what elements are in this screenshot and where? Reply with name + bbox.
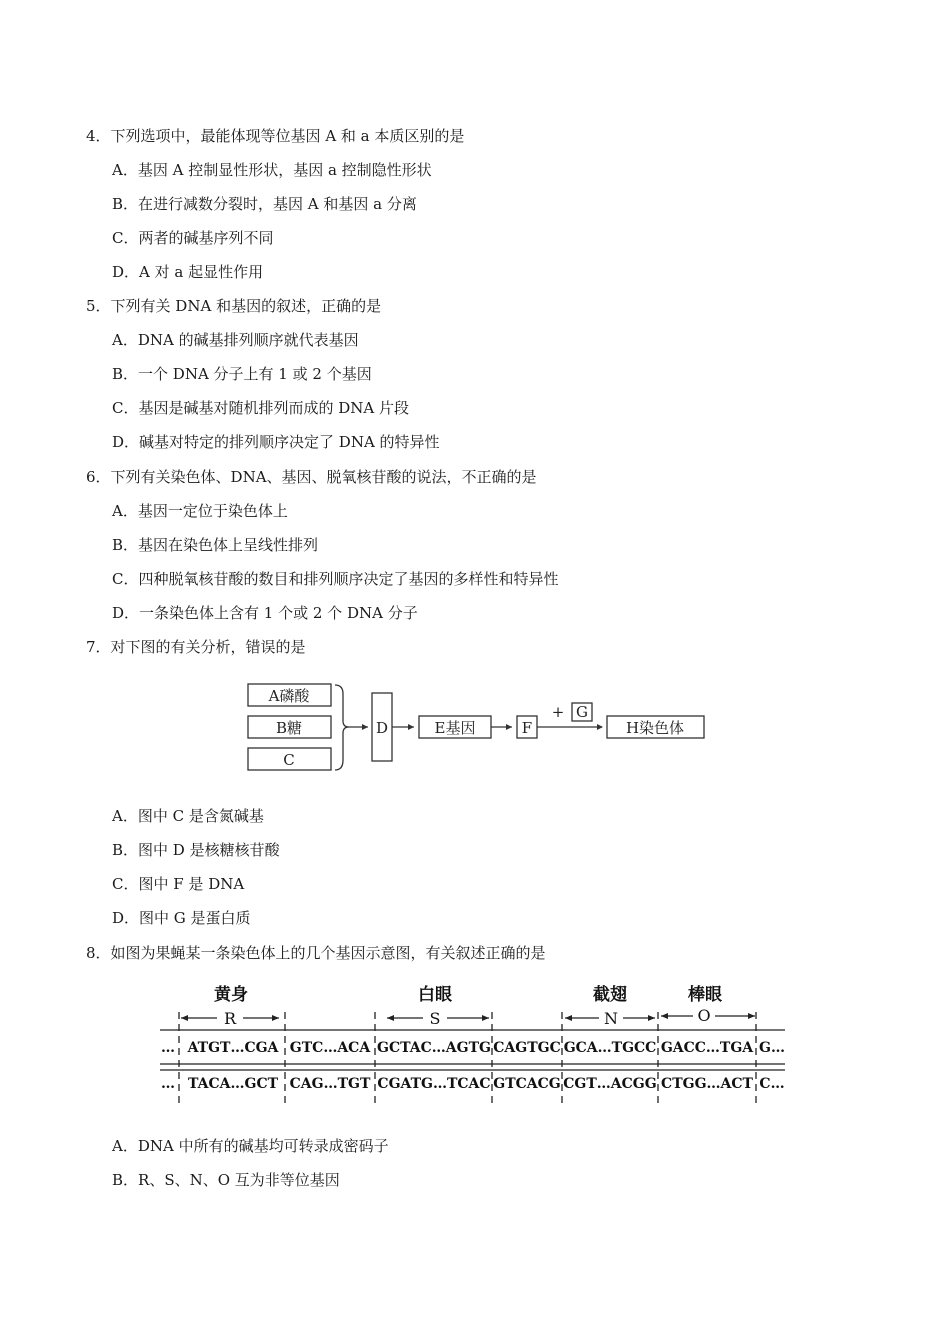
plus-sign: +	[551, 703, 565, 721]
question-4-option-d: D．A 对 a 起显性作用	[112, 263, 264, 281]
structure-flow-diagram	[240, 676, 720, 780]
question-5-option-a: A．DNA 的碱基排列顺序就代表基因	[112, 331, 359, 349]
box-a-label: A磷酸	[268, 687, 310, 705]
question-8-stem: 8．如图为果蝇某一条染色体上的几个基因示意图，有关叙述正确的是	[86, 944, 546, 962]
question-5-option-b: B．一个 DNA 分子上有 1 或 2 个基因	[112, 365, 372, 383]
top-seq-6: GACC…TGA	[660, 1040, 754, 1056]
top-seq-0: …	[161, 1040, 175, 1056]
bottom-seq-5: CGT…ACGG	[563, 1076, 657, 1092]
question-4-option-a: A．基因 A 控制显性形状，基因 a 控制隐性形状	[112, 161, 432, 179]
gene-symbol-s: S	[429, 1009, 441, 1028]
question-8-option-b: B．R、S、N、O 互为非等位基因	[112, 1171, 340, 1189]
bottom-seq-7: C…	[759, 1076, 785, 1092]
question-6-option-d: D．一条染色体上含有 1 个或 2 个 DNA 分子	[112, 604, 418, 622]
gene-map-diagram	[155, 980, 795, 1115]
top-seq-7: G…	[759, 1040, 785, 1056]
box-b-label: B糖	[275, 719, 303, 737]
question-4-stem: 4．下列选项中，最能体现等位基因 A 和 a 本质区别的是	[86, 127, 465, 145]
question-5-option-c: C．基因是碱基对随机排列而成的 DNA 片段	[112, 399, 409, 417]
gene-name-bar-eye: 棒眼	[688, 985, 722, 1005]
gene-symbol-r: R	[223, 1009, 237, 1028]
gene-symbol-o: O	[697, 1006, 711, 1025]
question-4-option-b: B．在进行减数分裂时，基因 A 和基因 a 分离	[112, 195, 417, 213]
box-c-label: C	[283, 751, 295, 769]
brace	[335, 685, 349, 770]
question-8-option-a: A．DNA 中所有的碱基均可转录成密码子	[112, 1137, 389, 1155]
question-6-option-b: B．基因在染色体上呈线性排列	[112, 536, 319, 554]
top-seq-2: GTC…ACA	[289, 1040, 371, 1056]
question-7-stem: 7．对下图的有关分析，错误的是	[86, 638, 306, 656]
box-d-label: D	[375, 719, 389, 737]
top-seq-5: GCA…TGCC	[563, 1040, 657, 1056]
bottom-seq-3: CGATG…TCAC	[377, 1076, 491, 1092]
box-h-label: H染色体	[625, 719, 685, 737]
top-seq-1: ATGT…CGA	[187, 1040, 279, 1056]
question-6-option-c: C．四种脱氧核苷酸的数目和排列顺序决定了基因的多样性和特异性	[112, 570, 559, 588]
question-5-stem: 5．下列有关 DNA 和基因的叙述，正确的是	[86, 297, 382, 315]
question-5-option-d: D．碱基对特定的排列顺序决定了 DNA 的特异性	[112, 433, 440, 451]
question-4-option-c: C．两者的碱基序列不同	[112, 229, 274, 247]
bottom-seq-0: …	[161, 1076, 175, 1092]
question-6-option-a: A．基因一定位于染色体上	[112, 502, 288, 520]
gene-symbol-n: N	[604, 1009, 618, 1028]
gene-name-cut-wing: 截翅	[593, 985, 627, 1005]
gene-name-white-eye: 白眼	[418, 985, 452, 1005]
box-e-label: E基因	[434, 719, 476, 737]
bottom-seq-1: TACA…GCT	[187, 1076, 279, 1092]
box-g-label: G	[576, 703, 588, 721]
question-7-option-c: C．图中 F 是 DNA	[112, 875, 245, 893]
question-7-option-d: D．图中 G 是蛋白质	[112, 909, 251, 927]
bottom-seq-4: GTCACG	[493, 1076, 561, 1092]
question-7-option-b: B．图中 D 是核糖核苷酸	[112, 841, 280, 859]
bottom-seq-2: CAG…TGT	[289, 1076, 371, 1092]
gene-name-yellow-body: 黄身	[214, 985, 248, 1005]
bottom-seq-6: CTGG…ACT	[661, 1076, 753, 1092]
question-7-option-a: A．图中 C 是含氮碱基	[112, 807, 264, 825]
top-seq-3: GCTAC…AGTG	[377, 1040, 491, 1056]
question-6-stem: 6．下列有关染色体、DNA、基因、脱氧核苷酸的说法，不正确的是	[86, 468, 537, 486]
box-f-label: F	[521, 719, 533, 737]
top-seq-4: CAGTGC	[493, 1040, 561, 1056]
